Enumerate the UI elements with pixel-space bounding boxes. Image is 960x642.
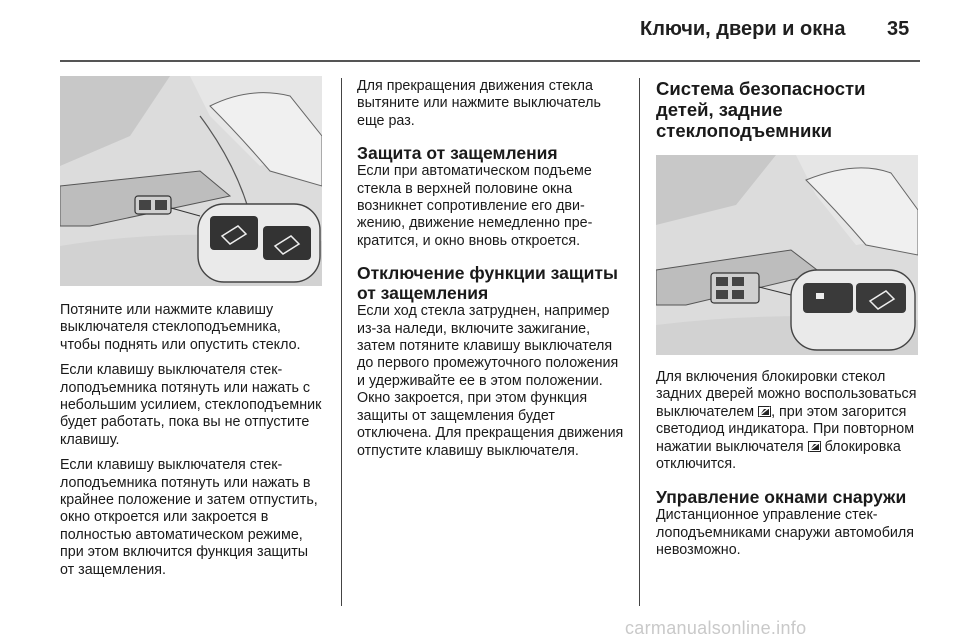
watermark: carmanualsonline.info <box>625 618 807 638</box>
section-heading: Отключение функции защиты от защемления <box>357 263 618 304</box>
section-heading: Система безопасности детей, задние стеклоподъемники <box>656 78 866 141</box>
text-run: Для включения блокировки стекол задних дверей можно воспользоваться выключателем <box>656 369 917 420</box>
window-switch-illustration <box>60 76 322 286</box>
page-number: 35 <box>887 18 910 40</box>
paragraph: Если ход стекла затруднен, например из-за наледи, включите зажигание, затем потяните клавишу выключателя до первого промежуточного положения и удерживайте ее в этом положении. Окно закроется, при этом функция защиты от защемления будет отключена. Для прекращения движения отпустите клавишу выключателя. <box>357 303 624 459</box>
running-header-title: Ключи, двери и окна <box>640 18 846 40</box>
child-lock-window-icon <box>758 406 771 417</box>
header-rule <box>60 60 920 62</box>
child-lock-switch-illustration <box>656 155 918 355</box>
switch-zoom-inset <box>198 204 320 282</box>
middle-column <box>357 78 625 468</box>
column-divider <box>341 78 342 606</box>
paragraph: Потяните или нажмите клавишу выключателя стеклоподъемника, чтобы поднять или опустить стекло. <box>60 302 301 353</box>
switch-zoom-inset <box>791 270 915 350</box>
section-heading: Защита от защемления <box>357 143 558 164</box>
paragraph: Если клавишу выключателя стеклоподъемника потянуть или нажать с небольшим усилием, стеклоподъемник будет работать, пока вы не отпустите клавишу. <box>60 362 322 448</box>
column-divider <box>639 78 640 606</box>
paragraph: Для прекращения движения стекла вытяните или нажмите выключатель еще раз. <box>357 78 601 129</box>
left-column <box>60 76 322 587</box>
right-column <box>656 78 922 568</box>
text-run: , при этом загорится светодиод индикатора. При повторном нажатии выключателя <box>656 403 915 455</box>
paragraph <box>656 369 922 473</box>
paragraph: Дистанционное управление стеклоподъемниками снаружи автомобиля невозможно. <box>656 507 914 559</box>
paragraph: Если клавишу выключателя стеклоподъемника потянуть или нажать в крайнее положение и затем отпустить, окно откроется или закроется в полностью автоматическом режиме, при этом включится функция защиты от защемления. <box>60 457 318 578</box>
child-lock-window-icon <box>808 441 821 452</box>
paragraph: Если при автоматическом подъеме стекла в верхней половине окна возникнет сопротивление его движению, движение немедленно прекратится, и окно вновь откроется. <box>357 163 593 249</box>
text-run: блокировка отключится. <box>656 438 901 473</box>
section-heading: Управление окнами снаружи <box>656 487 907 508</box>
